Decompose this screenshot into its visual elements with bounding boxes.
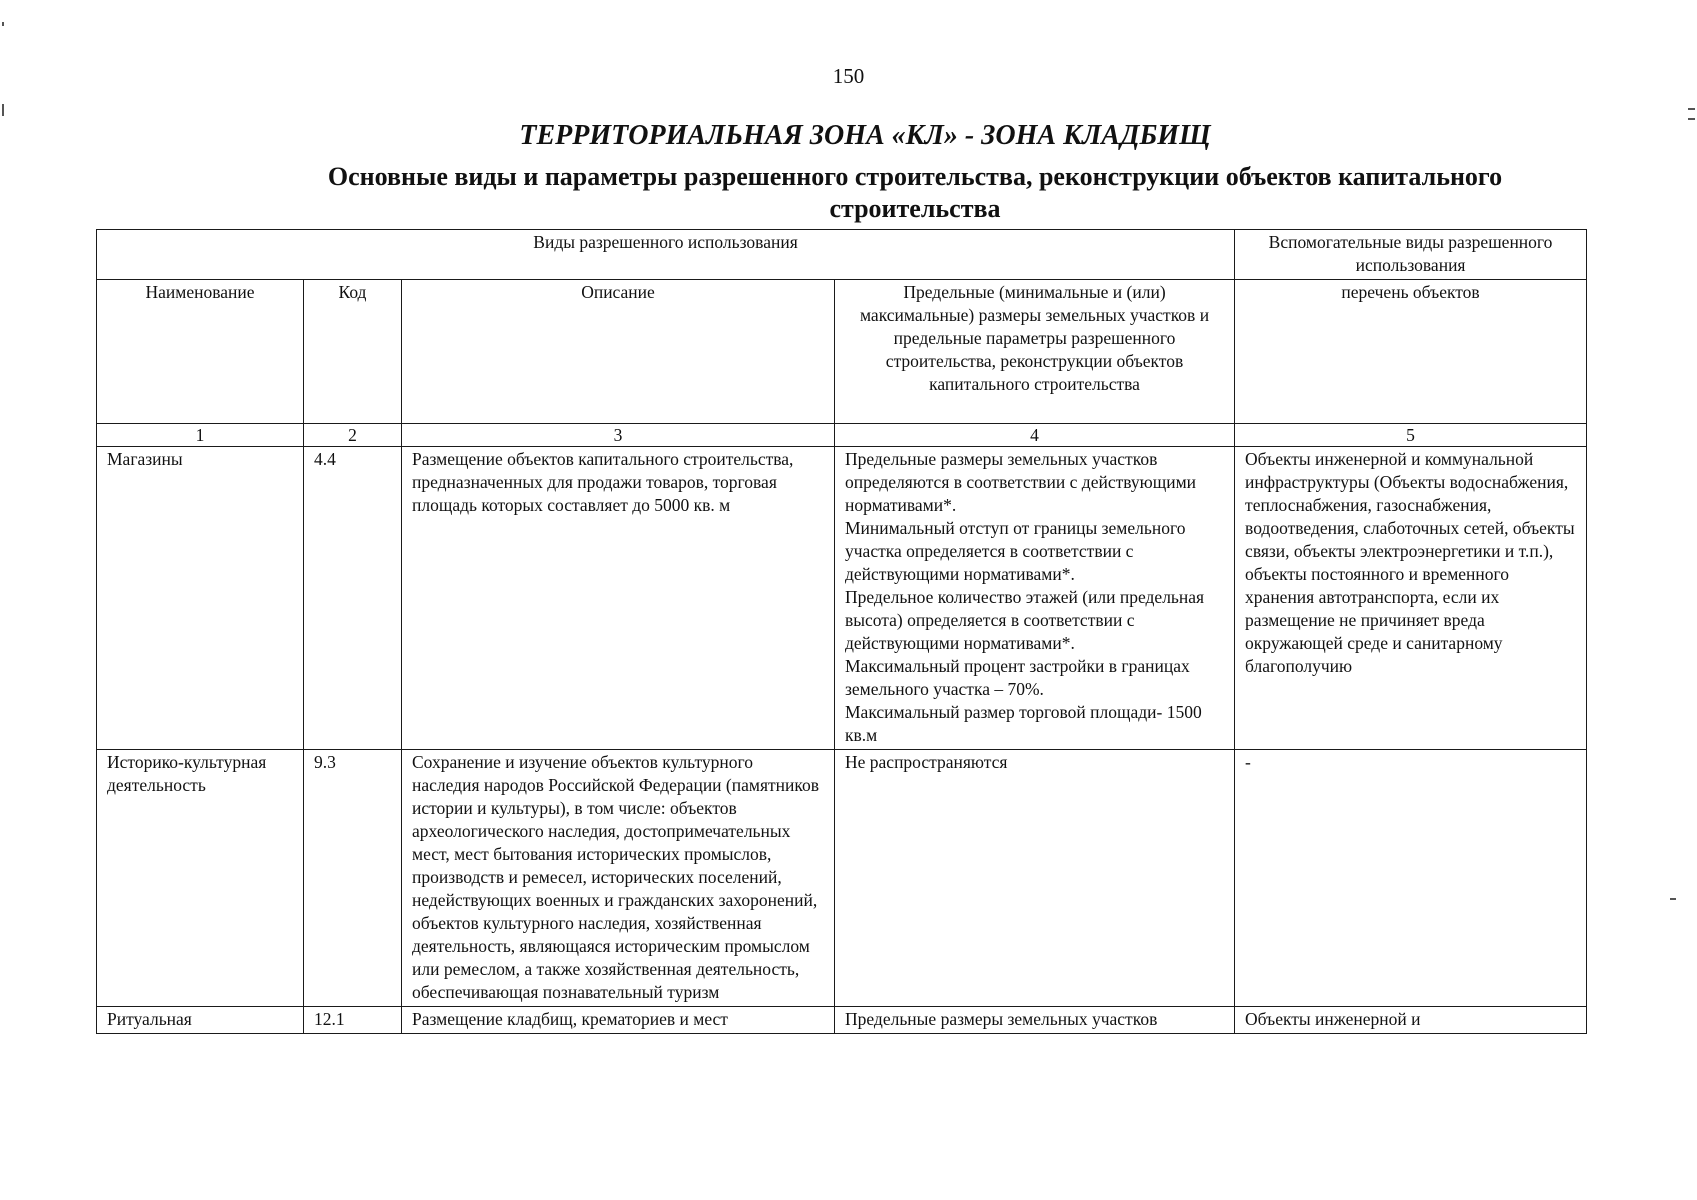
column-number: 3 <box>402 424 835 447</box>
row-code: 4.4 <box>304 447 402 750</box>
table-row <box>97 750 1587 1007</box>
row-parameters <box>835 447 1235 750</box>
row-aux-objects: Объекты инженерной и коммунальной инфраструктуры (Объекты водоснабжения, теплоснабжения, газоснабжения, водоотведения, слаботочных сетей, объекты связи, объекты электроэнергетики и т.п.), объекты постоянного и временного хранения автотранспорта, если их размещение не причиняет вреда окружающей среде и санитарному благополучию <box>1235 447 1587 750</box>
row-parameters <box>835 750 1235 1007</box>
row-description: Размещение объектов капитального строительства, предназначенных для продажи товаров, торговая площадь которых составляет до 5000 кв. м <box>402 447 835 750</box>
row-code: 9.3 <box>304 750 402 1007</box>
row-code: 12.1 <box>304 1007 402 1034</box>
row-name: Магазины <box>97 447 304 750</box>
row-name: Историко-культурная деятельность <box>97 750 304 1007</box>
page-number: 150 <box>832 64 865 88</box>
section-subtitle: Основные виды и параметры разрешенного строительства, реконструкции объектов капитального строительства <box>327 162 1503 223</box>
column-header-code: Код <box>304 280 402 424</box>
scan-artifact <box>2 22 4 26</box>
group-header-aux: Вспомогательные виды разрешенного использования <box>1235 230 1587 280</box>
column-number: 1 <box>97 424 304 447</box>
parameter-line: Предельные размеры земельных участков определяются в соответствии с действующими нормативами*. <box>845 449 1197 515</box>
parameter-line: Не распространяются <box>845 752 1008 772</box>
row-name: Ритуальная <box>97 1007 304 1034</box>
column-header-parameters: Предельные (минимальные и (или) максимальные) размеры земельных участков и предельные параметры разрешенного строительства, реконструкции объектов капитального строительства <box>835 280 1235 424</box>
scan-artifact <box>1688 108 1695 110</box>
table-row <box>97 447 1587 750</box>
row-aux-objects: Объекты инженерной и <box>1235 1007 1587 1034</box>
parameter-line: Максимальный процент застройки в границах земельного участка – 70%. <box>845 656 1190 699</box>
zone-title: ТЕРРИТОРИАЛЬНАЯ ЗОНА «КЛ» - ЗОНА КЛАДБИЩ <box>519 120 1211 151</box>
column-header-name: Наименование <box>97 280 304 424</box>
row-description: Сохранение и изучение объектов культурного наследия народов Российской Федерации (памятников истории и культуры), в том числе: объектов археологического наследия, достопримечательных мест, мест бытования исторических промыслов, производств и ремесел, исторических поселений, недействующих военных и гражданских захоронений, объектов культурного наследия, хозяйственная деятельность, являющаяся историческим промыслом или ремеслом, а также хозяйственная деятельность, обеспечивающая познавательный туризм <box>402 750 835 1007</box>
parameter-line: Минимальный отступ от границы земельного участка определяется в соответствии с действующими нормативами*. <box>845 518 1186 584</box>
column-header-description: Описание <box>402 280 835 424</box>
scan-artifact <box>1688 118 1695 120</box>
row-description: Размещение кладбищ, крематориев и мест <box>402 1007 835 1034</box>
column-number: 2 <box>304 424 402 447</box>
parameter-line: Предельные размеры земельных участков <box>845 1009 1158 1029</box>
column-header-aux-list: перечень объектов <box>1235 280 1587 424</box>
table-row <box>97 1007 1587 1034</box>
parameter-line: Максимальный размер торговой площади- 1500 кв.м <box>845 702 1202 745</box>
scan-artifact <box>1670 898 1676 900</box>
column-number-row <box>97 424 1587 447</box>
row-aux-objects: - <box>1235 750 1587 1007</box>
column-number: 4 <box>835 424 1235 447</box>
scan-artifact <box>2 104 4 116</box>
parameter-line: Предельное количество этажей (или предельная высота) определяется в соответствии с действующими нормативами*. <box>845 587 1205 653</box>
column-header-row <box>97 280 1587 424</box>
permitted-use-table <box>96 229 1587 1034</box>
group-header-main: Виды разрешенного использования <box>97 230 1235 280</box>
row-parameters <box>835 1007 1235 1034</box>
group-header-row <box>97 230 1587 280</box>
column-number: 5 <box>1235 424 1587 447</box>
